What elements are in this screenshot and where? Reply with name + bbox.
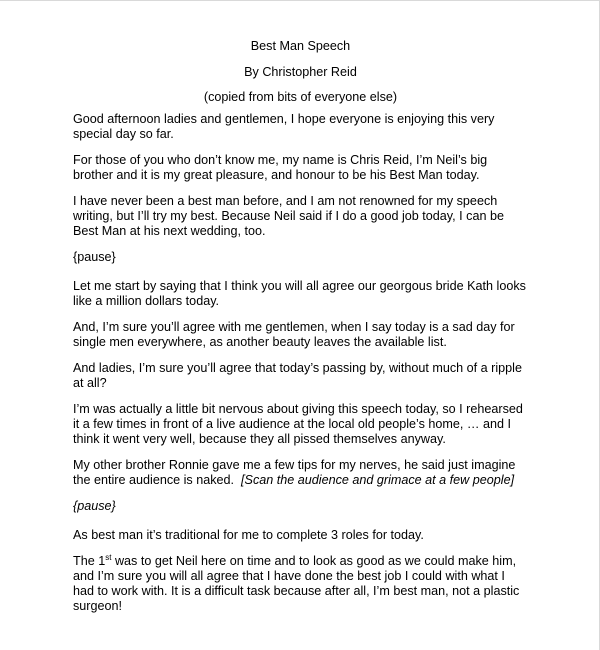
- first-role-prefix: The 1: [73, 554, 106, 568]
- paragraph-gentlemen: And, I’m sure you’ll agree with me gentlemen, when I say today is a sad day for single men everywhere, as another beauty leaves the available list.: [73, 320, 515, 349]
- paragraph-roles: As best man it’s traditional for me to complete 3 roles for today.: [73, 528, 424, 542]
- paragraph-bride: Let me start by saying that I think you will all agree our georgous bride Kath looks like a million dollars today.: [73, 279, 526, 308]
- paragraph-first-time: I have never been a best man before, and I am not renowned for my speech writing, but I’ll try my best. Because Neil said if I do a good job today, I can be Best Man at his next wedding, too.: [73, 194, 504, 238]
- page-border-top: [0, 0, 600, 1]
- first-role-text: was to get Neil here on time and to look as good as we could make him, and I’m sure you will all agree that I have done the best job I could with what I had to work with. It is a difficult task because after all, I’m best man, not a plastic surgeon!: [73, 554, 520, 613]
- paragraph-introduction: For those of you who don’t know me, my name is Chris Reid, I’m Neil’s big brother and it is my great pleasure, and honour to be his Best Man today.: [73, 153, 488, 182]
- document-title: Best Man Speech: [250, 39, 351, 53]
- first-role-superscript: st: [105, 552, 112, 562]
- paragraph-greeting: Good afternoon ladies and gentlemen, I hope everyone is enjoying this very special day so far.: [73, 112, 495, 141]
- speech-content: [73, 39, 528, 625]
- ronnie-text: My other brother Ronnie gave me a few tips for my nerves, he said just imagine the entire audience is naked.: [73, 458, 516, 487]
- paragraph-ladies: And ladies, I’m sure you’ll agree that today’s passing by, without much of a ripple at all?: [73, 361, 522, 390]
- document-author: By Christopher Reid: [244, 65, 357, 79]
- document-note: (copied from bits of everyone else): [203, 90, 398, 104]
- paragraph-pause-italic: {pause}: [73, 499, 116, 513]
- paragraph-first-role: [73, 554, 528, 614]
- paragraph-ronnie: [73, 458, 528, 488]
- paragraph-pause: {pause}: [73, 250, 116, 264]
- stage-direction: [Scan the audience and grimace at a few people]: [241, 473, 515, 487]
- paragraph-nervous: I’m was actually a little bit nervous about giving this speech today, so I rehearsed it a few times in front of a live audience at the local old people’s home, … and I think it went very well, because they all pissed themselves anyway.: [73, 402, 523, 446]
